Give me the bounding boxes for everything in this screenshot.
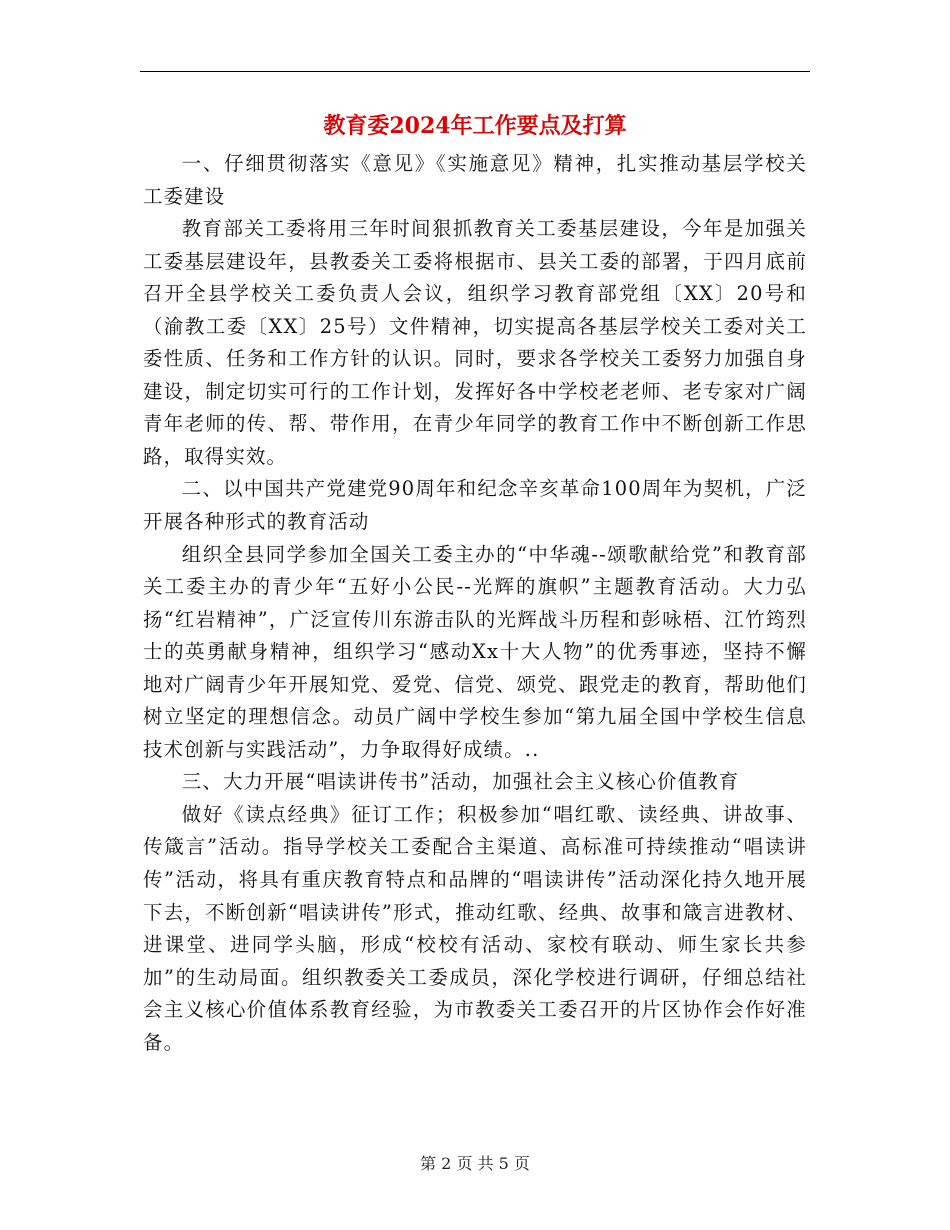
section-paragraph-2: 组织全县同学参加全国关工委主办的“中华魂--颂歌献给党”和教育部关工委主办的青少年“五好小公民--光辉的旗帜”主题教育活动。大力弘扬“红岩精神”，广泛宣传川东游击队的光辉战斗历程和彭咏梧、江竹筠烈士的英勇献身精神，组织学习“感动Xx十大人物”的优秀事迹，坚持不懈地对广阔青少年开展知党、爱党、信党、颂党、跟党走的教育，帮助他们树立坚定的理想信念。动员广阔中学校生参加“第九届全国中学校生信息技术创新与实践活动”，力争取得好成绩。.. xyxy=(143,542,807,761)
section-paragraph-1: 教育部关工委将用三年时间狠抓教育关工委基层建设，今年是加强关工委基层建设年，县教委关工委将根据市、县关工委的部署，于四月底前召开全县学校关工委负责人会议，组织学习教育部党组〔XX〕20号和（渝教工委〔XX〕25号）文件精神，切实提高各基层学校关工委对关工委性质、任务和工作方针的认识。同时，要求各学校关工委努力加强自身建设，制定切实可行的工作计划，发挥好各中学校老老师、老专家对广阔青年老师的传、帮、带作用，在青少年同学的教育工作中不断创新工作思路，取得实效。 xyxy=(143,217,807,468)
document-title: 教育委2024年工作要点及打算 xyxy=(323,113,627,139)
section-heading-3: 三、大力开展“唱读讲传书”活动，加强社会主义核心价值教育 xyxy=(181,770,740,794)
page-number: 第 2 页 共 5 页 xyxy=(420,1154,530,1173)
document-body xyxy=(143,148,807,1059)
section-heading-2: 二、以中国共产党建党90周年和纪念辛亥革命100周年为契机，广泛开展各种形式的教育活动 xyxy=(143,477,807,534)
header-rule xyxy=(140,71,810,72)
section-paragraph-3: 做好《读点经典》征订工作；积极参加“唱红歌、读经典、讲故事、传箴言”活动。指导学校关工委配合主渠道、高标准可持续推动“唱读讲传”活动，将具有重庆教育特点和品牌的“唱读讲传”活动深化持久地开展下去，不断创新“唱读讲传”形式，推动红歌、经典、故事和箴言进教材、进课堂、进同学头脑，形成“校校有活动、家校有联动、师生家长共参加”的生动局面。组织教委关工委成员，深化学校进行调研，仔细总结社会主义核心价值体系教育经验，为市教委关工委召开的片区协作会作好准备。 xyxy=(143,802,807,1054)
section-heading-1: 一、仔细贯彻落实《意见》《实施意见》精神，扎实推动基层学校关工委建设 xyxy=(143,152,807,208)
